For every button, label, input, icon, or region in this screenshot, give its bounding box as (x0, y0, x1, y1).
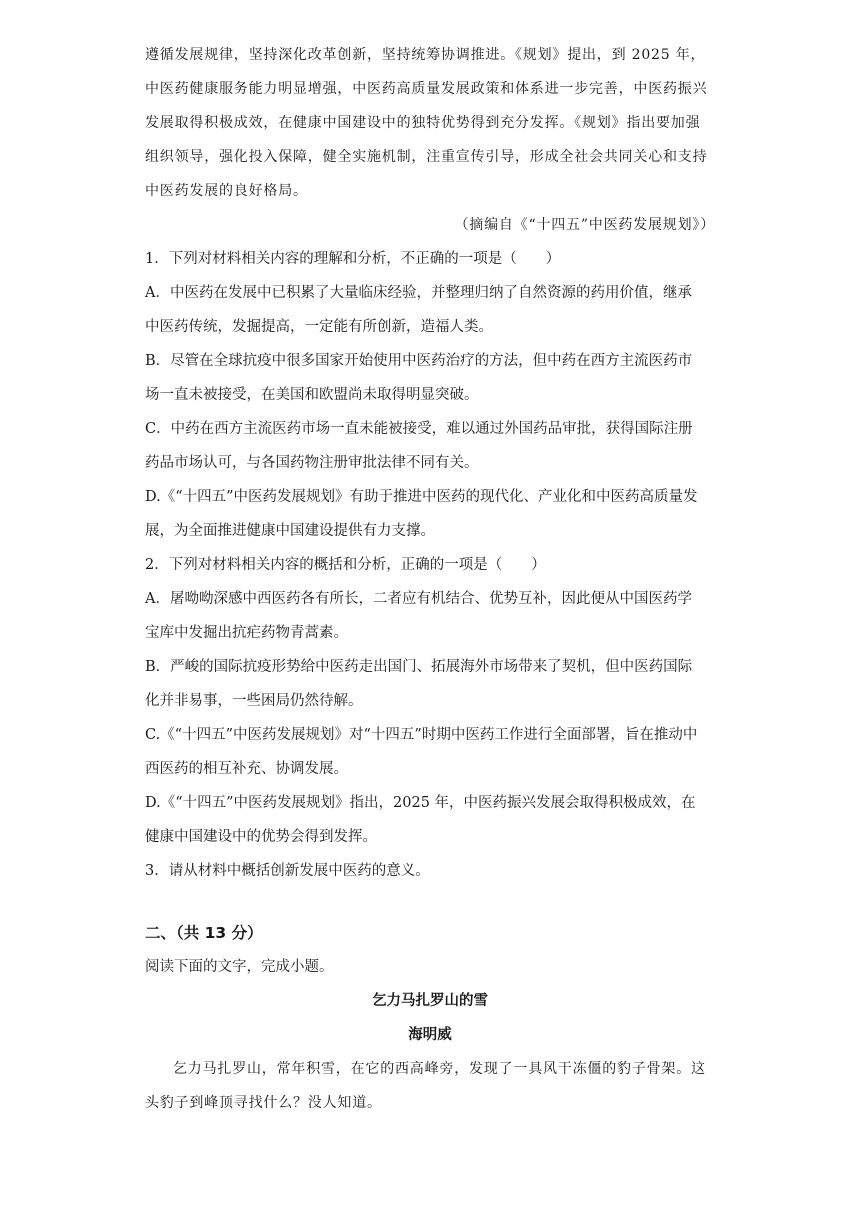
source-citation: （摘编自《“十四五”中医药发展规划》） (454, 217, 715, 233)
story-text (145, 1052, 715, 1120)
story-author: 海明威 (408, 1027, 452, 1043)
story-title: 乞力马扎罗山的雪 (372, 993, 488, 1009)
text-line: 中医药发展的良好格局。 (145, 183, 308, 199)
text-line: 组织领导，强化投入保障，健全实施机制，注重宣传引导，形成全社会共同关心和支持 (145, 149, 708, 165)
reading-instruction: 阅读下面的文字，完成小题。 (145, 959, 334, 975)
material-excerpt (145, 38, 715, 208)
section-heading: 二、（共 13 分） (145, 924, 263, 942)
q1-option-d-cont: 展，为全面推进健康中国建设提供有力支撑。 (145, 523, 435, 539)
document-page (145, 38, 715, 1120)
text-line: 中医药健康服务能力明显增强，中医药高质量发展政策和体系进一步完善，中医药振兴 (145, 81, 708, 97)
q1-option-a: A．中医药在发展中已积累了大量临床经验，并整理归纳了自然资源的药用价值，继承 (145, 285, 692, 301)
text-line: 乞力马扎罗山，常年积雪，在它的西高峰旁，发现了一具风干冻僵的豹子骨架。这 (173, 1061, 706, 1077)
question-2-stem: 2．下列对材料相关内容的概括和分析，正确的一项是（ ） (145, 557, 546, 573)
text-line: 遵循发展规律，坚持深化改革创新，坚持统筹协调推进。《规划》提出，到 2025 年， (145, 47, 706, 63)
q2-option-d: D.《“十四五”中医药发展规划》指出，2025 年，中医药振兴发展会取得积极成效，在 (145, 795, 696, 811)
q2-option-c: C.《“十四五”中医药发展规划》对“十四五”时期中医药工作进行全面部署，旨在推动中 (145, 727, 698, 743)
q1-option-d: D.《“十四五”中医药发展规划》有助于推进中医药的现代化、产业化和中医药高质量发 (145, 489, 698, 505)
q2-option-a-cont: 宝库中发掘出抗疟药物青蒿素。 (145, 625, 348, 641)
q1-option-a-cont: 中医药传统，发掘提高，一定能有所创新，造福人类。 (145, 319, 493, 335)
q2-option-b: B．严峻的国际抗疫形势给中医药走出国门、拓展海外市场带来了契机，但中医药国际 (145, 659, 693, 675)
q2-option-c-cont: 西医药的相互补充、协调发展。 (145, 761, 348, 777)
q1-option-c: C．中药在西方主流医药市场一直未能被接受，难以通过外国药品审批，获得国际注册 (145, 421, 693, 437)
q1-option-b: B．尽管在全球抗疫中很多国家开始使用中医药治疗的方法，但中药在西方主流医药市 (145, 353, 693, 369)
text-line: 发展取得积极成效，在健康中国建设中的独特优势得到充分发挥。《规划》指出要加强 (145, 115, 701, 131)
question-1-stem: 1．下列对材料相关内容的理解和分析，不正确的一项是（ ） (145, 251, 561, 267)
question-3: 3．请从材料中概括创新发展中医药的意义。 (145, 863, 430, 879)
q2-option-b-cont: 化并非易事，一些困局仍然待解。 (145, 693, 363, 709)
q2-option-d-cont: 健康中国建设中的优势会得到发挥。 (145, 829, 377, 845)
q1-option-b-cont: 场一直未被接受，在美国和欧盟尚未取得明显突破。 (145, 387, 479, 403)
q2-option-a: A．屠呦呦深感中西医药各有所长，二者应有机结合、优势互补，因此便从中国医药学 (145, 591, 692, 607)
text-line: 头豹子到峰顶寻找什么？没人知道。 (145, 1095, 382, 1111)
q1-option-c-cont: 药品市场认可，与各国药物注册审批法律不同有关。 (145, 455, 479, 471)
